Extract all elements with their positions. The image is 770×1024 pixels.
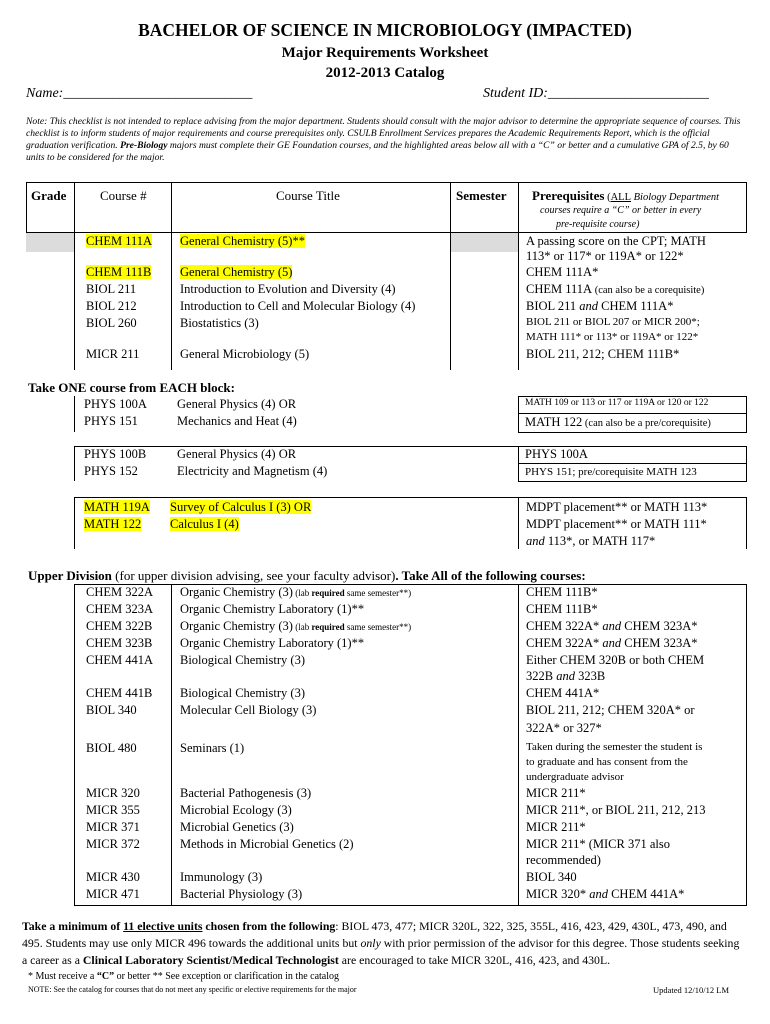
shade-grade [26, 232, 74, 252]
course-title: Biological Chemistry (3) [180, 686, 305, 700]
prereq: MICR 211* [526, 820, 586, 834]
elective-paragraph: Take a minimum of 11 elective units chosen from the following: BIOL 473, 477; MICR 320L, 322, 325, 355L, 416, 423, 429, 430L, 473, 490, and 495. Students may use only MICR 496 towards the additional units but only with prior permission of the advisor for this degree. Those students seeking a career as a Clinical Laboratory Scientist/Medical Technologist are encouraged to take MICR 320L, 416, 423, and 430L. [22, 919, 740, 967]
block-border [518, 432, 747, 433]
course-header: Course # [100, 188, 147, 203]
updated-stamp: Updated 12/10/12 LM [653, 985, 730, 995]
prereq: MICR 211*, or BIOL 211, 212, 213 [526, 803, 706, 817]
course-code: PHYS 152 [84, 464, 138, 478]
upper-border [74, 905, 747, 906]
course-title: Bacterial Pathogenesis (3) [180, 786, 312, 800]
course-code: BIOL 340 [86, 703, 137, 717]
footnote-note: NOTE: See the catalog for courses that do not meet any specific or elective requirements for the major [28, 985, 357, 994]
upper-border [518, 584, 519, 905]
shade-semester [450, 232, 518, 252]
prereq: MATH 111* or 113* or 119A* or 122* [526, 331, 699, 343]
col-border [74, 182, 75, 370]
prereq: BIOL 340 [526, 870, 577, 884]
name-field[interactable]: Name:___________________________ [26, 86, 253, 101]
course-code: CHEM 111A [86, 234, 153, 248]
prereq: to graduate and has consent from the [526, 756, 688, 768]
table-top-border [26, 182, 747, 183]
course-title: Mechanics and Heat (4) [177, 414, 297, 428]
course-title: General Physics (4) OR [177, 447, 297, 461]
block-border [74, 396, 75, 432]
course-code: BIOL 211 [86, 282, 137, 296]
prereq: BIOL 211 and CHEM 111A* [526, 299, 674, 313]
block-border [518, 497, 519, 549]
course-code: CHEM 323B [86, 636, 153, 650]
course-title: Biological Chemistry (3) [180, 653, 305, 667]
course-title: Introduction to Cell and Molecular Biology (4) [180, 299, 416, 313]
course-code: PHYS 100A [84, 397, 147, 411]
block-border [74, 497, 75, 549]
upper-border [171, 584, 172, 905]
block-border [74, 497, 747, 498]
block-border [518, 396, 747, 397]
block-border [74, 446, 747, 447]
course-code: MICR 471 [86, 887, 140, 901]
upper-border [74, 584, 75, 905]
prereq: Taken during the semester the student is [526, 741, 703, 753]
course-title: General Physics (4) OR [177, 397, 297, 411]
course-title: Calculus I (4) [170, 517, 239, 531]
course-title: Survey of Calculus I (3) OR [170, 500, 312, 514]
block-heading: Take ONE course from EACH block: [28, 380, 235, 395]
prereq: MICR 211* [526, 786, 586, 800]
prereq: MATH 122 (can also be a pre/corequisite) [525, 415, 711, 429]
prereq: MDPT placement** or MATH 113* [526, 500, 708, 514]
prereq-header: Prerequisites (ALL Biology Department [532, 188, 720, 203]
course-code: MICR 320 [86, 786, 140, 800]
course-title: Microbial Ecology (3) [180, 803, 292, 817]
course-title: Electricity and Magnetism (4) [177, 464, 328, 478]
col-border [171, 182, 172, 370]
course-title: Organic Chemistry Laboratory (1)** [180, 636, 365, 650]
footnote-marks: * Must receive a “C” or better ** See exception or clarification in the catalog [28, 971, 340, 982]
course-code: MATH 122 [84, 517, 142, 531]
course-code: CHEM 322A [86, 585, 154, 599]
course-code: CHEM 111B [86, 265, 152, 279]
block-border [746, 497, 747, 549]
prereq: BIOL 211, 212; CHEM 320A* or [526, 703, 695, 717]
prereq: MDPT placement** or MATH 111* [526, 517, 707, 531]
course-code: PHYS 151 [84, 414, 138, 428]
title-header: Course Title [276, 188, 340, 203]
prereq: recommended) [526, 853, 601, 867]
prereq: CHEM 322A* and CHEM 323A* [526, 636, 698, 650]
course-title: Organic Chemistry (3) (lab required same semester**) [180, 585, 412, 599]
course-code: CHEM 441A [86, 653, 154, 667]
course-title: Methods in Microbial Genetics (2) [180, 837, 354, 851]
page-subtitle: Major Requirements Worksheet [281, 45, 489, 61]
prereq: 322B and 323B [526, 669, 606, 683]
col-border [26, 182, 27, 232]
upper-division-heading: Upper Division (for upper division advising, see your faculty advisor). Take All of the following courses: [28, 568, 586, 583]
course-code: CHEM 441B [86, 686, 153, 700]
prereq: CHEM 111B* [526, 602, 598, 616]
page-title: BACHELOR OF SCIENCE IN MICROBIOLOGY (IMPACTED) [138, 20, 632, 40]
intro-note: Note: This checklist is not intended to replace advising from the major department. Students should consult with the major advisor to determine the appropriate sequence of courses. This checklist is to inform students of major requirements and course prerequisites only. CSULB Enrollment Services prepares the Academic Requirements Report, which is the official graduation verification. Pre-Biology majors must complete their GE Foundation courses, and the highlighted areas below all with a “C” or better and a cumulative GPA of 2.5, by 60 units to be considered for the major. [26, 116, 741, 163]
course-code: BIOL 260 [86, 316, 137, 330]
course-title: Organic Chemistry (3) (lab required same semester**) [180, 619, 412, 633]
prereq: A passing score on the CPT; MATH [526, 234, 706, 248]
prereq: 113* or 117* or 119A* or 122* [526, 249, 684, 263]
grade-header: Grade [31, 188, 67, 203]
course-code: CHEM 323A [86, 602, 154, 616]
course-code: BIOL 212 [86, 299, 137, 313]
course-title: Bacterial Physiology (3) [180, 887, 303, 901]
course-code: MICR 371 [86, 820, 140, 834]
col-border [518, 182, 519, 370]
course-title: General Microbiology (5) [180, 347, 310, 361]
course-title: General Chemistry (5) [180, 265, 293, 279]
upper-border [746, 584, 747, 905]
block-border [518, 413, 747, 414]
block-border [746, 396, 747, 432]
block-border [518, 396, 519, 432]
block-border [746, 446, 747, 481]
block-border [518, 481, 747, 482]
prereq: and 113*, or MATH 117* [526, 534, 656, 548]
col-border [450, 182, 451, 370]
course-title: Seminars (1) [180, 741, 245, 755]
course-title: General Chemistry (5)** [180, 234, 305, 248]
course-title: Immunology (3) [180, 870, 263, 884]
prereq: BIOL 211, 212; CHEM 111B* [526, 347, 680, 361]
course-code: MICR 430 [86, 870, 140, 884]
prereq: MATH 109 or 113 or 117 or 119A or 120 or 122 [525, 398, 709, 408]
prereq-header-line2: courses require a “C” or better in every [540, 205, 702, 216]
course-code: PHYS 100B [84, 447, 147, 461]
prereq-header-line3: pre-requisite course) [556, 219, 640, 230]
course-code: CHEM 322B [86, 619, 153, 633]
course-code: MICR 372 [86, 837, 140, 851]
prereq: Either CHEM 320B or both CHEM [526, 653, 705, 667]
prereq: BIOL 211 or BIOL 207 or MICR 200*; [526, 316, 700, 328]
course-title: Molecular Cell Biology (3) [180, 703, 317, 717]
course-title: Organic Chemistry Laboratory (1)** [180, 602, 365, 616]
prereq: MICR 320* and CHEM 441A* [526, 887, 685, 901]
course-code: MATH 119A [84, 500, 150, 514]
header-divider [26, 232, 747, 233]
semester-header: Semester [456, 188, 507, 203]
prereq: CHEM 111B* [526, 585, 598, 599]
block-border [518, 446, 519, 481]
prereq: PHYS 151; pre/corequisite MATH 123 [525, 466, 697, 478]
student-id-field[interactable]: Student ID:_______________________ [483, 86, 709, 101]
block-border [74, 446, 75, 481]
prereq: MICR 211* (MICR 371 also [526, 837, 670, 851]
course-title: Microbial Genetics (3) [180, 820, 294, 834]
prereq: CHEM 111A* [526, 265, 599, 279]
prereq: 322A* or 327* [526, 721, 602, 735]
course-title: Introduction to Evolution and Diversity (4) [180, 282, 396, 296]
catalog-year: 2012-2013 Catalog [325, 65, 445, 81]
prereq: CHEM 322A* and CHEM 323A* [526, 619, 698, 633]
prereq: PHYS 100A [525, 447, 588, 461]
course-code: MICR 211 [86, 347, 140, 361]
block-border [518, 463, 747, 464]
prereq: CHEM 441A* [526, 686, 600, 700]
col-border [746, 182, 747, 232]
course-code: MICR 355 [86, 803, 140, 817]
prereq: CHEM 111A (can also be a corequisite) [526, 282, 705, 296]
course-code: BIOL 480 [86, 741, 137, 755]
prereq: undergraduate advisor [526, 771, 624, 783]
course-title: Biostatistics (3) [180, 316, 259, 330]
